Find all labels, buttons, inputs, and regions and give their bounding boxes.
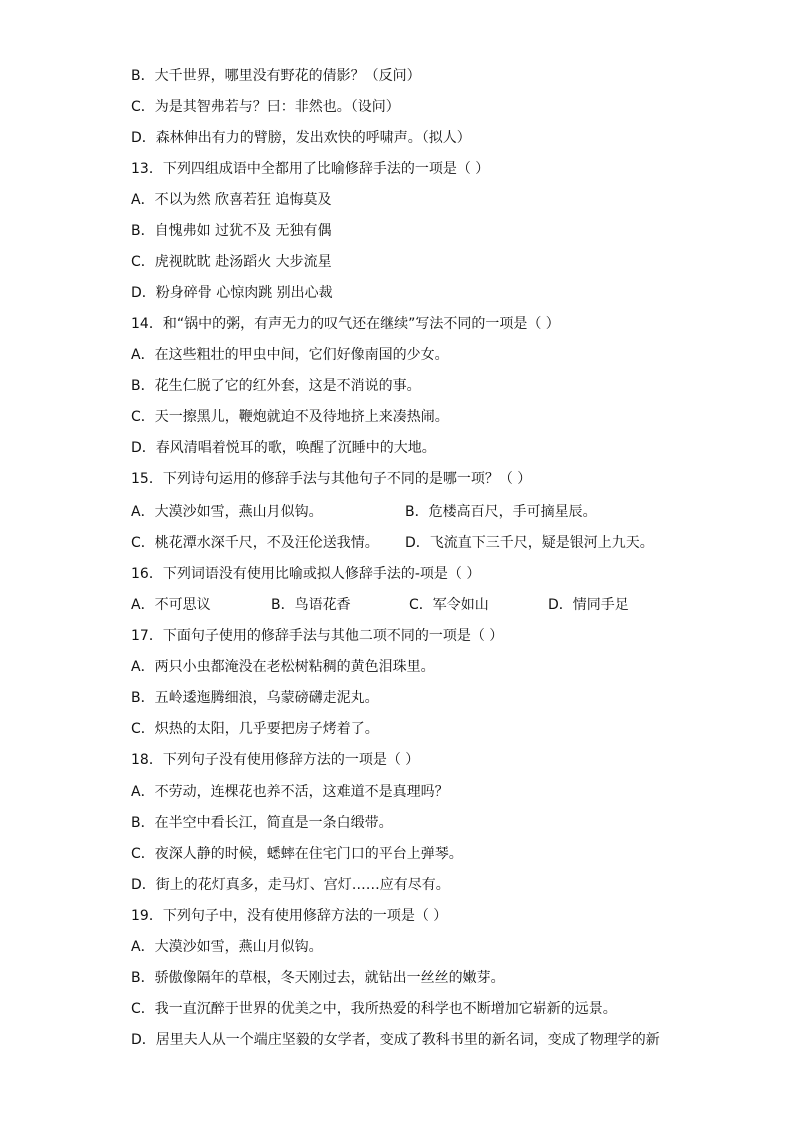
q13-option-c: C．虎视眈眈 赴汤蹈火 大步流星: [131, 254, 332, 270]
question-15: 15．下列诗句运用的修辞手法与其他句子不同的是哪一项？（ ）: [131, 471, 532, 487]
q14-option-c: C．天一擦黑儿，鞭炮就迫不及待地挤上来凑热闹。: [131, 409, 449, 425]
q15-option-c: C．桃花潭水深千尺，不及汪伦送我情。: [131, 535, 379, 551]
q19-option-a: A．大漠沙如雪，燕山月似钩。: [131, 939, 323, 955]
question-14: 14．和“锅中的粥，有声无力的叹气还在继续”写法不同的一项是（ ）: [131, 316, 560, 332]
q19-option-c: C．我一直沉醉于世界的优美之中，我所热爱的科学也不断增加它崭新的远景。: [131, 1001, 617, 1017]
q14-option-d: D．春风清唱着悦耳的歌，唤醒了沉睡中的大地。: [131, 440, 436, 456]
q12-option-b: B．大千世界，哪里没有野花的倩影？（反问）: [131, 68, 421, 84]
q16-option-a: A．不可思议: [131, 597, 211, 613]
q18-option-b: B．在半空中看长江，简直是一条白缎带。: [131, 815, 393, 831]
question-16: 16．下列词语没有使用比喻或拟人修辞手法的-项是（ ）: [131, 566, 481, 582]
q16-option-d: D．情同手足: [548, 597, 629, 613]
q16-option-b: B．鸟语花香: [271, 597, 351, 613]
q17-option-a: A．两只小虫都淹没在老松树粘稠的黄色泪珠里。: [131, 659, 435, 675]
question-17: 17．下面句子使用的修辞手法与其他二项不同的一项是（ ）: [131, 628, 504, 644]
q18-option-c: C．夜深人静的时候，蟋蟀在住宅门口的平台上弹琴。: [131, 846, 463, 862]
q12-option-d: D．森林伸出有力的臂膀，发出欢快的呼啸声。（拟人）: [131, 130, 471, 146]
q19-option-b: B．骄傲像隔年的草根，冬天刚过去，就钻出一丝丝的嫩芽。: [131, 970, 505, 986]
q13-option-a: A．不以为然 欣喜若狂 追悔莫及: [131, 192, 332, 208]
q15-option-d: D．飞流直下三千尺，疑是银河上九天。: [405, 535, 654, 551]
q18-option-d: D．街上的花灯真多，走马灯、宫灯……应有尽有。: [131, 877, 450, 893]
q15-option-b: B．危楼高百尺，手可摘星辰。: [405, 504, 597, 520]
q17-option-b: B．五岭逶迤腾细浪，乌蒙磅礴走泥丸。: [131, 690, 379, 706]
q18-option-a: A．不劳动，连棵花也养不活，这难道不是真理吗？: [131, 784, 449, 800]
question-13: 13．下列四组成语中全都用了比喻修辞手法的一项是（ ）: [131, 161, 490, 177]
q17-option-c: C．炽热的太阳，几乎要把房子烤着了。: [131, 721, 379, 737]
q14-option-b: B．花生仁脱了它的红外套，这是不消说的事。: [131, 378, 421, 394]
q13-option-d: D．粉身碎骨 心惊肉跳 别出心裁: [131, 285, 333, 301]
q13-option-b: B．自愧弗如 过犹不及 无独有偶: [131, 223, 332, 239]
question-19: 19．下列句子中，没有使用修辞方法的一项是（ ）: [131, 908, 448, 924]
q16-option-c: C．军令如山: [409, 597, 489, 613]
question-18: 18．下列句子没有使用修辞方法的一项是（ ）: [131, 752, 420, 768]
q19-option-d: D．居里夫人从一个端庄坚毅的女学者，变成了教科书里的新名词，变成了物理学的新: [131, 1032, 660, 1048]
q15-option-a: A．大漠沙如雪，燕山月似钩。: [131, 504, 323, 520]
q12-option-c: C．为是其智弗若与？曰：非然也。（设问）: [131, 99, 400, 115]
q14-option-a: A．在这些粗壮的甲虫中间，它们好像南国的少女。: [131, 347, 449, 363]
